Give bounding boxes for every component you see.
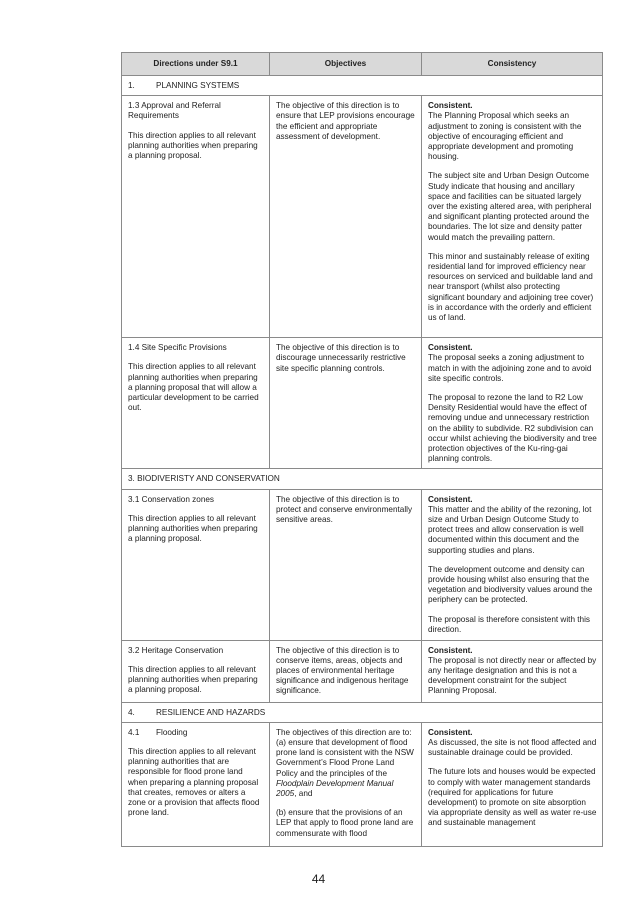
consistency-cell [422, 640, 603, 702]
directions-table [121, 52, 603, 847]
direction-title: Flooding [156, 727, 188, 737]
consistency-cell [422, 722, 603, 846]
objective-text: The objective of this direction is to conserve items, areas, objects and places of environmental heritage significance and indigenous heritage significance. [276, 645, 409, 696]
direction-number: 4.1 [128, 727, 140, 737]
consistency-paragraph: The proposal is not directly near or affected by any heritage designation and this is not a development constraint for the subject Planning Proposal. [428, 655, 597, 696]
consistency-cell [422, 489, 603, 640]
direction-cell [122, 640, 270, 702]
direction-title: 3.2 Heritage Conservation [128, 645, 224, 655]
consistency-paragraph: The future lots and houses would be expected to comply with water management standards (required for applications for future development) to promote on site absorption via appropriate density as well as water re-use and sustainable management [428, 767, 597, 828]
table-row-1-3 [122, 96, 603, 338]
objective-item-a: (a) ensure that development of flood prone land is consistent with the NSW Government’s Flood Prone Land Policy and the principles of the [276, 738, 414, 778]
consistency-paragraph: This matter and the ability of the rezoning, lot size and Urban Design Outcome Study to protect trees and allow conservation is well documented within this document and the supporting studies and plans. [428, 504, 592, 555]
section-title: RESILIENCE AND HAZARDS [156, 707, 266, 717]
header-consistency: Consistency [422, 53, 603, 76]
direction-cell [122, 722, 270, 846]
direction-title: 1.4 Site Specific Provisions [128, 343, 227, 353]
direction-title: 1.3 Approval and Referral Requirements [128, 101, 221, 121]
objective-intro: The objectives of this direction are to: [276, 727, 412, 737]
objective-cell [270, 640, 422, 702]
objective-item-a-end: , and [294, 789, 313, 799]
direction-title: 3.1 Conservation zones [128, 494, 215, 504]
objective-text: The objective of this direction is to protect and conserve environmentally sensitive areas. [276, 494, 413, 525]
section-row-planning-systems [122, 76, 603, 96]
consistency-paragraph: The proposal seeks a zoning adjustment to match in with the adjoining zone and to avoid site specific controls. [428, 353, 592, 383]
page-number: 44 [311, 872, 326, 886]
direction-cell [122, 489, 270, 640]
section-title: 3. BIODIVERISTY AND CONSERVATION [128, 474, 280, 484]
consistency-paragraph: The development outcome and density can provide housing whilst also ensuring that the vegetation and biodiversity values around the periphery can be protected. [428, 564, 593, 605]
consistency-heading: Consistent. [428, 645, 473, 655]
direction-applies: This direction applies to all relevant planning authorities that are responsible for flood prone land when preparing a planning proposal that creates, removes or alters a zone or a provision that affects flood prone land. [128, 747, 260, 818]
section-row-biodiversity [122, 469, 603, 489]
direction-applies: This direction applies to all relevant planning authorities when preparing a planning proposal. [128, 130, 258, 161]
consistency-paragraph: The Planning Proposal which seeks an adjustment to zoning is consistent with the objective of encouraging efficient and appropriate development and promoting housing. [428, 111, 582, 162]
consistency-heading: Consistent. [428, 494, 473, 504]
consistency-heading: Consistent. [428, 343, 473, 353]
consistency-paragraph: The subject site and Urban Design Outcome Study indicate that housing and ancillary space and facilities can be situated largely over the existing altered area, with peripheral and significant planting protected around the boundaries. The lot size and density patter would match the prevailing pattern. [428, 171, 592, 242]
objective-text: The objective of this direction is to ensure that LEP provisions encourage the efficient and appropriate assessment of development. [276, 101, 415, 141]
direction-applies: This direction applies to all relevant planning authorities when preparing a planning proposal. [128, 513, 258, 544]
direction-applies: This direction applies to all relevant planning authorities when preparing a planning proposal that will allow a particular development to be carried out. [128, 362, 259, 413]
table-row-4-1 [122, 722, 603, 846]
direction-cell [122, 338, 270, 469]
consistency-cell [422, 338, 603, 469]
direction-cell [122, 96, 270, 338]
consistency-paragraph: This minor and sustainably release of exiting residential land for improved efficiency near resources on serviced and buildable land and near transport (whilst also protecting significant boundary and adjoining tree cover) is in accordance with the orderly and efficient us of land. [428, 251, 594, 323]
objective-cell [270, 338, 422, 469]
objective-item-b: (b) ensure that the provisions of an LEP that apply to flood prone land are commensurate with flood [276, 808, 414, 838]
section-title: PLANNING SYSTEMS [156, 81, 240, 90]
header-objectives: Objectives [270, 53, 422, 76]
consistency-heading: Consistent. [428, 727, 473, 737]
objective-cell [270, 489, 422, 640]
objective-cell [270, 96, 422, 338]
section-row-resilience [122, 702, 603, 722]
direction-applies: This direction applies to all relevant planning authorities when preparing a planning proposal. [128, 664, 258, 695]
table-header-row [122, 53, 603, 76]
table-row-3-1 [122, 489, 603, 640]
consistency-paragraph: The proposal to rezone the land to R2 Low Density Residential would have the effect of removing undue and unnecessary restriction on the ability to subdivide. R2 subdivision can occur whilst achieving the biodiversity and tree protection objectives of the Ku-ring-gai planning controls. [428, 393, 597, 464]
section-number: 1. [128, 81, 135, 90]
consistency-heading: Consistent. [428, 101, 473, 111]
header-directions: Directions under S9.1 [122, 53, 270, 76]
manual-title: Floodplain Development Manual 2005 [276, 778, 394, 799]
consistency-paragraph: As discussed, the site is not flood affected and sustainable drainage could be provided. [428, 738, 597, 758]
consistency-cell [422, 96, 603, 338]
consistency-paragraph: The proposal is therefore consistent with this direction. [428, 614, 591, 634]
table-row-1-4 [122, 338, 603, 469]
objective-text: The objective of this direction is to discourage unnecessarily restrictive site specific planning controls. [276, 343, 406, 373]
objective-cell [270, 722, 422, 846]
section-number: 4. [128, 707, 135, 717]
table-row-3-2 [122, 640, 603, 702]
